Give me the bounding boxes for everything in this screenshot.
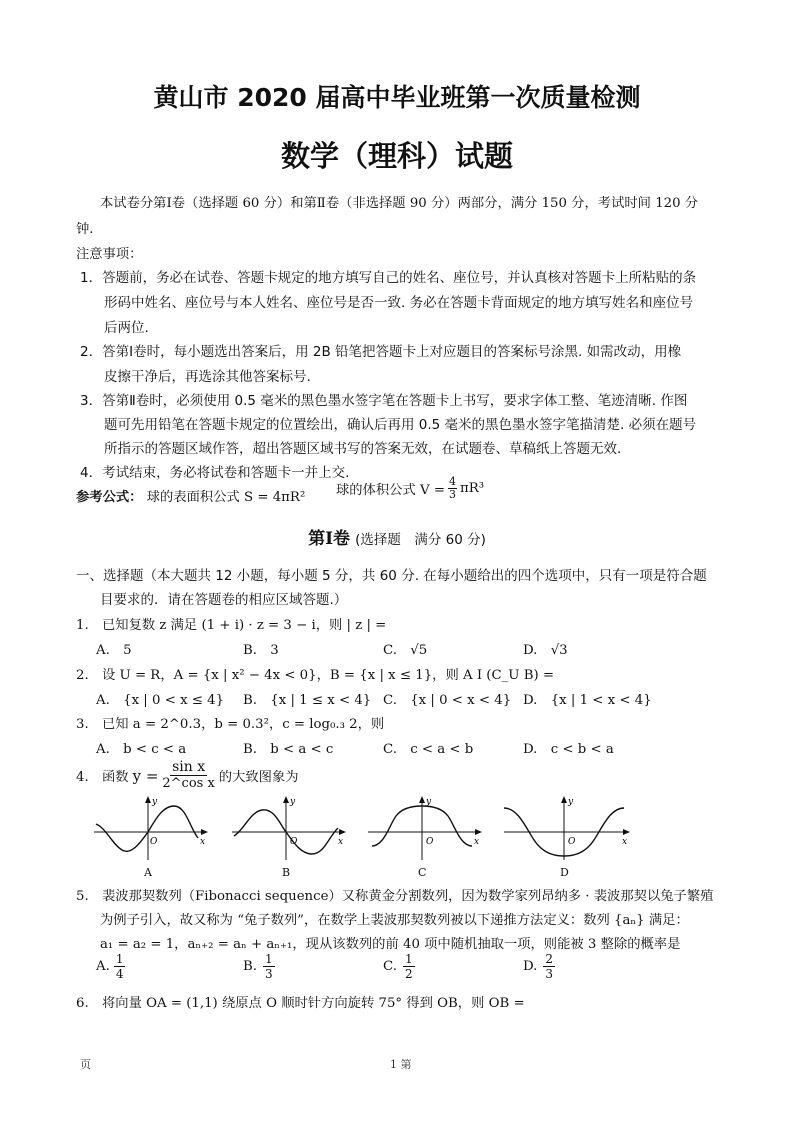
- q4-suffix: 的大致图象为: [218, 770, 299, 785]
- footer-page-number: 1 第: [390, 1058, 412, 1071]
- notice-3-line-1: 3．答第Ⅱ卷时，必须使用 0.5 毫米的黑色墨水签字笔在答题卡上书写，要求字体工整、笔迹清晰. 作图: [80, 393, 688, 409]
- graph-c-label: C: [418, 866, 427, 879]
- q5-option-d: [523, 952, 555, 981]
- q1-option-b: B. 3: [243, 643, 279, 658]
- fraction-denominator: 2: [404, 967, 413, 981]
- notice-1-line-2: 形码中姓名、座位号与本人姓名、座位号是否一致. 务必在答题卡背面规定的地方填写姓名和座位号: [104, 295, 694, 311]
- q4-numerator: sin x: [172, 759, 206, 775]
- q2-stem: 2. 设 U = R，A = {x | x² − 4x < 0}，B = {x | x ≤ 1}，则 A I (C_U B) =: [76, 668, 555, 683]
- q2-option-a: A. {x | 0 < x ≤ 4}: [96, 693, 225, 708]
- q5-line-3: a₁ = a₂ = 1，aₙ₊₂ = aₙ + aₙ₊₁，现从该数列的前 40 项中随机抽取一项，则能被 3 整除的概率是: [100, 937, 681, 952]
- q5-option-c-fraction: [403, 952, 415, 981]
- q5-option-d-fraction: [543, 952, 555, 981]
- q4-y-eq: y =: [132, 766, 159, 785]
- q6-stem: 6. 将向量 OA = (1,1) 绕原点 O 顺时针方向旋转 75° 得到 OB，则 OB =: [76, 996, 525, 1011]
- q3-option-d: D. c < b < a: [523, 742, 614, 757]
- q1-option-c: C. √5: [383, 643, 428, 658]
- q4-prefix: 4. 函数: [76, 770, 129, 785]
- fraction-denominator: 4: [115, 967, 124, 981]
- graph-d-y-label: y: [568, 797, 574, 807]
- fraction-numerator: 1: [265, 952, 273, 966]
- q5-option-b-letter: B.: [243, 959, 257, 974]
- graph-d-x-label: x: [622, 837, 628, 847]
- q3-option-b: B. b < a < c: [243, 742, 334, 757]
- formula-label: 参考公式：: [76, 490, 143, 505]
- q1-option-a: A. 5: [96, 643, 132, 658]
- graph-a-label: A: [144, 866, 152, 879]
- sphere-volume-suffix: πR³: [459, 481, 485, 496]
- graph-c-y-label: y: [426, 797, 432, 807]
- q3-stem: 3. 已知 a = 2^0.3，b = 0.3²，c = log₀.₃ 2，则: [76, 717, 385, 732]
- graph-c-origin: O: [426, 837, 434, 847]
- notice-3-line-2: 题可先用铅笔在答题卡规定的位置绘出，确认后再用 0.5 毫米的黑色墨水签字笔描清楚. 必须在题号: [104, 417, 697, 433]
- q5-option-b-fraction: [263, 952, 275, 981]
- q4-graph-d: [502, 794, 632, 862]
- section1-line-2: 目要求的．请在答题卷的相应区域答题.）: [100, 592, 348, 608]
- q5-option-c: [383, 952, 415, 981]
- q5-option-a-letter: A.: [96, 959, 110, 974]
- fraction-denominator: 3: [545, 967, 554, 981]
- intro-line-2: 钟.: [76, 222, 94, 237]
- notice-1-line-3: 后两位.: [104, 320, 149, 336]
- fraction-numerator: 2: [545, 952, 554, 966]
- notice-2-line-2: 皮擦干净后，再选涂其他答案标号.: [104, 369, 311, 385]
- q4-stem: [76, 760, 299, 791]
- notice-3-line-3: 所指示的答题区域作答，超出答题区域书写的答案无效，在试题卷、草稿纸上答题无效.: [104, 441, 622, 457]
- q5-option-a: [96, 952, 125, 981]
- formula-row: [76, 486, 305, 505]
- sphere-volume-fraction: [448, 476, 457, 501]
- q4-graph-a: [92, 794, 210, 862]
- fraction-numerator: 1: [404, 952, 413, 966]
- q4-graph-b: [230, 794, 348, 862]
- q1-option-d: D. √3: [523, 643, 568, 658]
- notice-header: 注意事项：: [76, 247, 143, 262]
- notice-2-line-1: 2．答第Ⅰ卷时，每小题选出答案后，用 2B 铅笔把答题卡上对应题目的答案标号涂黑. 如需改动，用橡: [80, 344, 682, 360]
- q5-option-b: [243, 952, 275, 981]
- intro-line-1: 本试卷分第Ⅰ卷（选择题 60 分）和第Ⅱ卷（非选择题 90 分）两部分，满分 150 分，考试时间 120 分: [100, 196, 699, 211]
- sphere-volume-formula: [336, 476, 484, 501]
- q2-option-b: B. {x | 1 ≤ x < 4}: [243, 693, 372, 708]
- fraction-denominator: 3: [265, 967, 273, 981]
- q5-option-d-letter: D.: [523, 959, 538, 974]
- q3-option-c: C. c < a < b: [383, 742, 474, 757]
- fraction-numerator: 4: [448, 475, 456, 488]
- section1-line-1: 一、选择题（本大题共 12 小题，每小题 5 分，共 60 分. 在每小题给出的四个选项中，只有一项是符合题: [76, 568, 707, 584]
- notice-4-line-1: 4．考试结束，务必将试卷和答题卡一并上交.: [80, 465, 350, 481]
- sphere-area-formula: 球的表面积公式 S = 4πR²: [146, 490, 306, 505]
- part1-heading: [0, 524, 794, 549]
- q5-option-a-fraction: [114, 952, 126, 981]
- graph-c-x-label: x: [474, 837, 480, 847]
- part1-sub: (选择题 满分 60 分): [355, 532, 486, 548]
- q5-line-1: 5. 裴波那契数列（Fibonacci sequence）又称黄金分割数列，因为数学家列昂纳多 · 裴波那契以兔子繁殖: [76, 889, 714, 904]
- graph-b-label: B: [282, 866, 291, 879]
- graph-a-origin: O: [150, 837, 158, 847]
- graph-b-origin: O: [290, 837, 298, 847]
- graph-d-origin: O: [568, 837, 576, 847]
- fraction-numerator: 1: [115, 952, 124, 966]
- graph-b-x-label: x: [338, 837, 344, 847]
- graph-b-y-label: y: [290, 797, 296, 807]
- part1-title: 第Ⅰ卷: [308, 529, 351, 549]
- notice-1-line-1: 1．答题前，务必在试卷、答题卡规定的地方填写自己的姓名、座位号，并认真核对答题卡上所粘贴的条: [80, 270, 697, 286]
- exam-title: 黄山市 2020 届高中毕业班第一次质量检测: [153, 83, 641, 112]
- q2-option-d: D. {x | 1 < x < 4}: [523, 693, 652, 708]
- q3-option-a: A. b < c < a: [96, 742, 187, 757]
- q4-fraction: [162, 760, 214, 791]
- q5-line-2: 为例子引入，故又称为 “兔子数列”，在数学上裴波那契数列被以下递推方法定义：数列 {aₙ} 满足：: [100, 913, 689, 928]
- exam-subtitle: 数学（理科）试题: [280, 139, 513, 173]
- q2-option-c: C. {x | 0 < x < 4}: [383, 693, 512, 708]
- graph-d-label: D: [560, 866, 569, 879]
- q1-stem: 1. 已知复数 z 满足 (1 + i) · z = 3 − i，则 | z | =: [76, 618, 387, 633]
- q5-option-c-letter: C.: [383, 959, 397, 974]
- graph-a-x-label: x: [200, 837, 206, 847]
- fraction-denominator: 3: [448, 488, 456, 501]
- q4-graph-c: [366, 794, 484, 862]
- footer-left: 页: [80, 1058, 91, 1071]
- sphere-volume-prefix: 球的体积公式 V =: [336, 483, 445, 498]
- q4-denominator: 2^cos x: [162, 776, 215, 791]
- graph-a-y-label: y: [152, 797, 158, 807]
